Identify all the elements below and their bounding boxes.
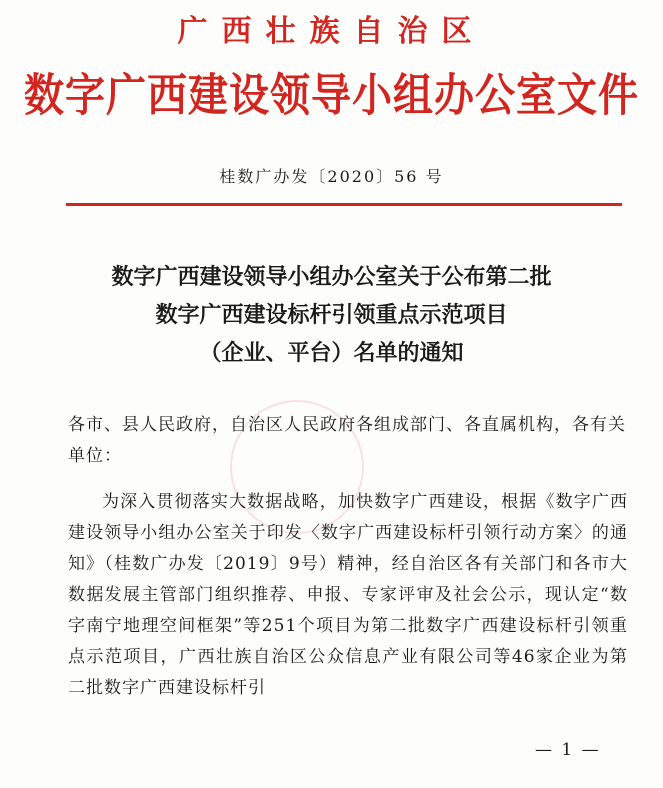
document-number: 桂数广办发〔2020〕56 号 bbox=[219, 167, 444, 186]
issuer-line-2: 数字广西建设领导小组办公室文件 bbox=[24, 68, 639, 122]
red-separator-line bbox=[66, 203, 622, 206]
body-paragraph: 为深入贯彻落实大数据战略，加快数字广西建设，根据《数字广西建设领导小组办公室关于印发〈数字广西建设标杆引领行动方案〉的通知》（桂数广办发〔2019〕9号）精神，经自治区各有关部门和各市大数据发展主管部门组织推荐、申报、专家评审及社会公示，现认定“数字南宁地理空间框架”等251个项目为第二批数字广西建设标杆引领重点示范项目，广西壮族自治区公众信息产业有限公司等46家企业为第二批数字广西建设标杆引 bbox=[68, 492, 628, 698]
title-line-1: 数字广西建设领导小组办公室关于公布第二批 bbox=[111, 264, 552, 290]
document-title bbox=[40, 258, 623, 372]
page-number: — 1 — bbox=[535, 740, 601, 760]
salutation: 各市、县人民政府，自治区人民政府各组成部门、各直属机构，各有关单位： bbox=[68, 415, 626, 466]
title-line-2: 数字广西建设标杆引领重点示范项目 bbox=[155, 302, 508, 328]
title-line-3: （企业、平台）名单的通知 bbox=[199, 340, 464, 366]
issuer-line-1: 广西壮族自治区 bbox=[177, 14, 486, 49]
